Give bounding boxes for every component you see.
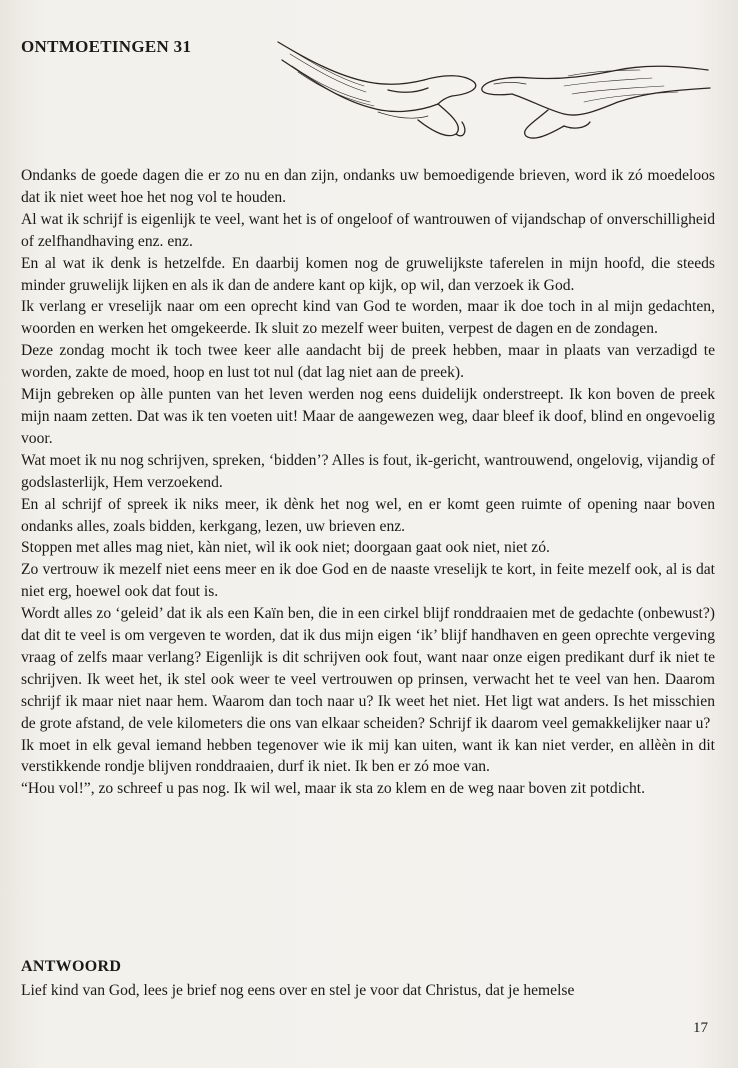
reaching-hands-icon — [268, 30, 716, 148]
letter-paragraph: Zo vertrouw ik mezelf niet eens meer en ik doe God en de naaste vreselijk te kort, in feite mezelf ook, al is dat niet erg, hoewel ook dat fout is. — [21, 561, 715, 601]
letter-body — [21, 165, 715, 800]
letter-paragraph: Ik moet in elk geval iemand hebben tegenover wie ik mij kan uiten, want ik kan niet verder, en allèèn in dit verstikkende rondje blijven ronddraaien, durf ik niet. Ik ben er zó moe van. — [21, 736, 715, 776]
answer-text: Lief kind van God, lees je brief nog eens over en stel je voor dat Christus, dat je hemelse — [21, 982, 575, 999]
page-number: 17 — [693, 1020, 708, 1036]
letter-paragraph: “Hou vol!”, zo schreef u pas nog. Ik wil wel, maar ik sta zo klem en de weg naar boven zit potdicht. — [21, 780, 645, 798]
letter-paragraph: Deze zondag mocht ik toch twee keer alle aandacht bij de preek hebben, maar in plaats van verzadigd te worden, zakte de moed, hoop en lust tot nul (dat lag niet aan de preek). — [21, 342, 715, 382]
letter-paragraph: Wordt alles zo ‘geleid’ dat ik als een Kaïn ben, die in een cirkel blijf ronddraaien met de gedachte (onbewust?) dat dit te veel is om vergeven te worden, dat ik dus mijn eigen ‘ik’ blijf handhaven en geen oprechte vergeving vraag of zelfs maar verlang? Eigenlijk is dit schrijven ook fout, want naar onze eigen predikant durf ik niet te schrijven. Ik weet het, ik stel ook weer te veel vertrouwen op prinsen, verwacht het te veel van hen. Daarom schrijf ik maar niet naar hem. Waarom dan toch naar u? Ik weet het niet. Het ligt wat anders. Is het misschien de grote afstand, de vele kilometers die ons van elkaar scheiden? Schrijf ik daarom veel gemakkelijker naar u? — [21, 605, 715, 732]
letter-paragraph: Stoppen met alles mag niet, kàn niet, wìl ik ook niet; doorgaan gaat ook niet, niet zó. — [21, 539, 550, 557]
answer-heading: ANTWOORD — [21, 958, 122, 975]
letter-paragraph: En al wat ik denk is hetzelfde. En daarbij komen nog de gruwelijkste taferelen in mijn hoofd, die steeds minder gruwelijk lijken en als ik dan de andere kant op kijk, op wil, dan verzoek ik God. — [21, 254, 715, 294]
letter-paragraph: Wat moet ik nu nog schrijven, spreken, ‘bidden’? Alles is fout, ik-gericht, wantrouwend, ongelovig, vijandig of godslasterlijk, Hem verzoekend. — [21, 451, 715, 491]
letter-paragraph: Mijn gebreken op àlle punten van het leven werden nog eens duidelijk onderstreept. Ik kon boven de preek mijn naam zetten. Dat was ik ten voeten uit! Maar de aangewezen weg, daar bleef ik doof, blind en ongevoelig voor. — [21, 386, 715, 447]
letter-paragraph: Al wat ik schrijf is eigenlijk te veel, want het is of ongeloof of wantrouwen of vijandschap of onverschilligheid of zelfhandhaving enz. enz. — [21, 210, 715, 250]
letter-paragraph: Ik verlang er vreselijk naar om een oprecht kind van God te worden, maar ik doe toch in al mijn gedachten, woorden en werken het omgekeerde. Ik sluit zo mezelf weer buiten, verpest de dagen en de zondagen. — [21, 298, 715, 338]
page-title: ONTMOETINGEN 31 — [21, 37, 192, 56]
letter-paragraph: Ondanks de goede dagen die er zo nu en dan zijn, ondanks uw bemoedigende brieven, word ik zó moedeloos dat ik niet weet hoe het nog vol te houden. — [21, 167, 715, 206]
letter-paragraph: En al schrijf of spreek ik niks meer, ik dènk het nog wel, en er komt geen ruimte of opening naar boven ondanks alles, zoals bidden, kerkgang, lezen, uw brieven enz. — [21, 495, 715, 535]
